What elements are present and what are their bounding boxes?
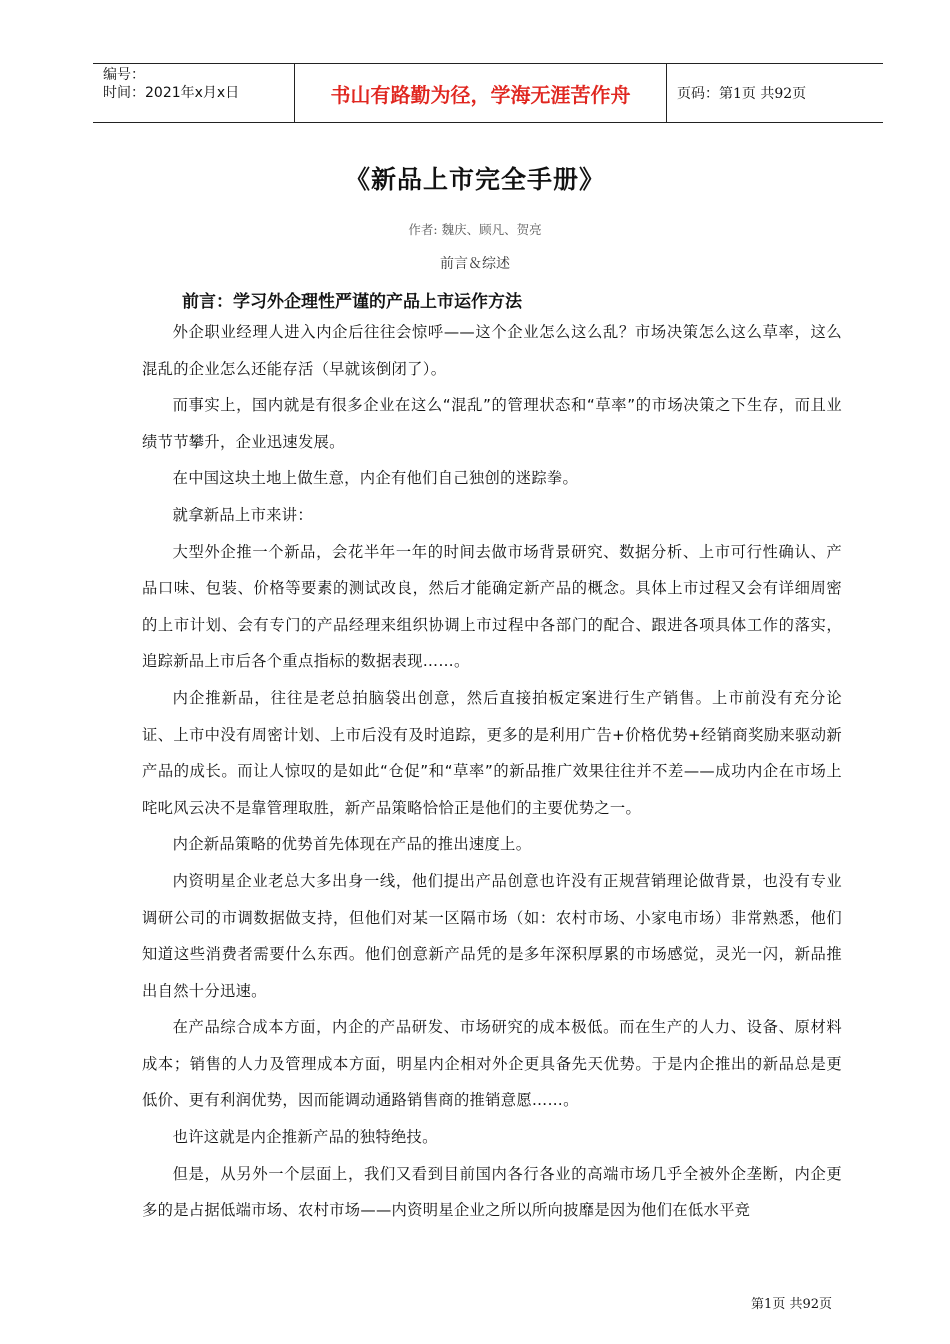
paragraph: 大型外企推一个新品，会花半年一年的时间去做市场背景研究、数据分析、上市可行性确认、产品口味、包装、价格等要素的测试改良，然后才能确定新产品的概念。具体上市过程又会有详细周密的上市计划、会有专门的产品经理来组织协调上市过程中各部门的配合、跟进各项具体工作的落实，追踪新品上市后各个重点指标的数据表现……。 xyxy=(142,542,842,671)
paragraph: 内企推新品，往往是老总拍脑袋出创意，然后直接拍板定案进行生产销售。上市前没有充分论证、上市中没有周密计划、上市后没有及时追踪，更多的是利用广告+价格优势+经销商奖励来驱动新产品的成长。而让人惊叹的是如此“仓促”和“草率”的新品推广效果往往并不差——成功内企在市场上咤叱风云决不是靠管理取胜，新产品策略恰恰正是他们的主要优势之一。 xyxy=(142,688,842,817)
document-title: 《新品上市完全手册》 xyxy=(344,165,605,194)
page-header xyxy=(93,63,883,123)
subheading: 前言：学习外企理性严谨的产品上市运作方法 xyxy=(182,292,522,312)
number-label: 编号： xyxy=(103,67,145,83)
time-label: 时间：2021年x月x日 xyxy=(103,85,240,101)
paragraph: 也许这就是内企推新产品的独特绝技。 xyxy=(172,1128,438,1147)
paragraph: 内企新品策略的优势首先体现在产品的推出速度上。 xyxy=(172,835,532,854)
document-author: 作者: 魏庆、顾凡、贺亮 xyxy=(408,222,542,237)
paragraph: 内资明星企业老总大多出身一线，他们提出产品创意也许没有正规营销理论做背景，也没有专业调研公司的市调数据做支持，但他们对某一区隔市场（如：农村市场、小家电市场）非常熟悉，他们知道这些消费者需要什么东西。他们创意新产品凭的是多年深积厚累的市场感觉，灵光一闪，新品推出自然十分迅速。 xyxy=(142,871,842,1000)
header-page-info: 页码：第1页 共92页 xyxy=(677,86,807,102)
header-motto: 书山有路勤为径，学海无涯苦作舟 xyxy=(295,64,667,122)
section-title: 前言＆综述 xyxy=(440,256,510,272)
paragraph: 就拿新品上市来讲： xyxy=(172,505,313,524)
paragraph: 在产品综合成本方面，内企的产品研发、市场研究的成本极低。而在生产的人力、设备、原材料成本；销售的人力及管理成本方面，明星内企相对外企更具备先天优势。于是内企推出的新品总是更低价、更有利润优势，因而能调动通路销售商的推销意愿……。 xyxy=(142,1018,842,1110)
paragraph: 外企职业经理人进入内企后往往会惊呼——这个企业怎么这么乱？市场决策怎么这么草率，这么混乱的企业怎么还能存活（早就该倒闭了）。 xyxy=(142,323,842,378)
header-meta xyxy=(93,64,295,122)
document-body xyxy=(142,314,842,1229)
paragraph: 而事实上，国内就是有很多企业在这么“混乱”的管理状态和“草率”的市场决策之下生存，而且业绩节节攀升，企业迅速发展。 xyxy=(142,396,842,451)
paragraph: 在中国这块土地上做生意，内企有他们自己独创的迷踪拳。 xyxy=(172,469,579,488)
paragraph: 但是，从另外一个层面上，我们又看到目前国内各行各业的高端市场几乎全被外企垄断，内企更多的是占据低端市场、农村市场——内资明星企业之所以所向披靡是因为他们在低水平竞 xyxy=(142,1164,842,1220)
page-footer: 第1页 共92页 xyxy=(751,1297,832,1312)
